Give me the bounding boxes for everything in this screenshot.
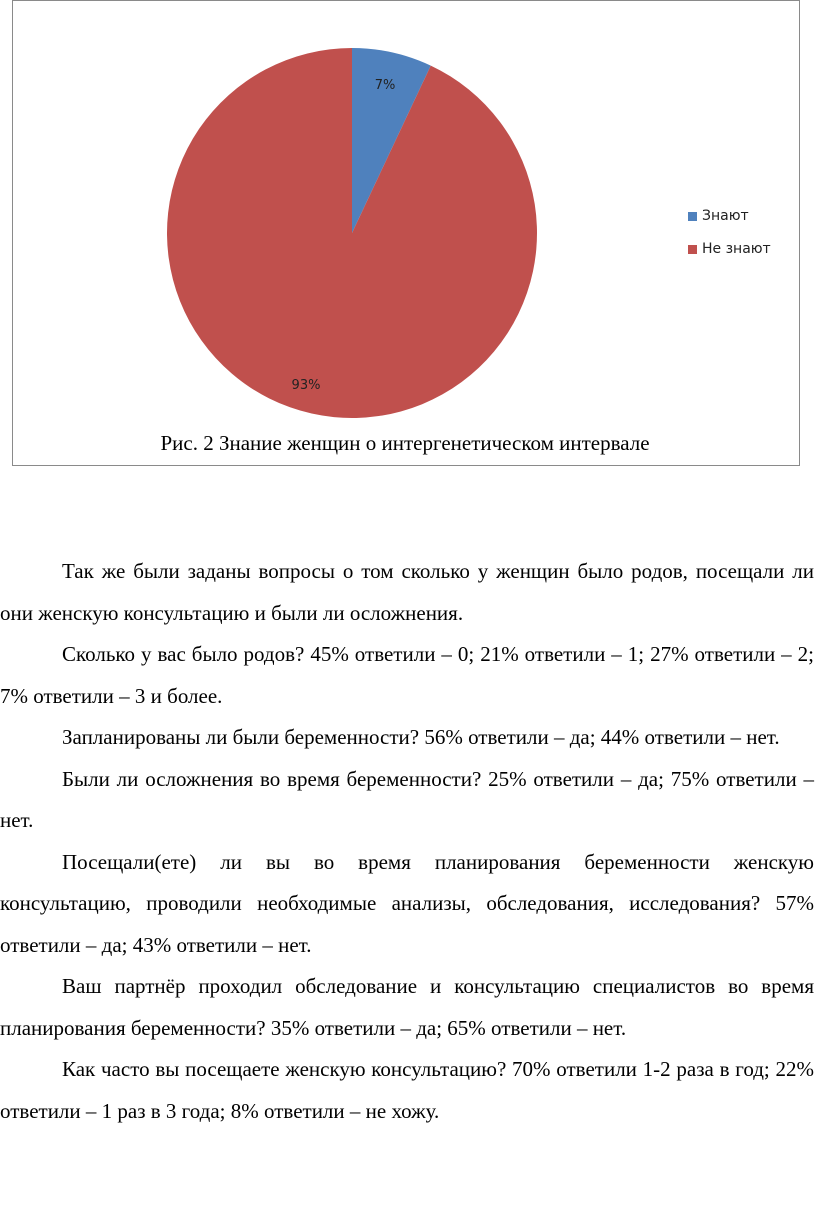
figure-caption-text: Рис. 2 Знание женщин о интергенетическом интервале <box>160 431 650 455</box>
legend-item-not-knows <box>688 239 771 259</box>
paragraph: Так же были заданы вопросы о том сколько у женщин было родов, посещали ли они женскую консультацию и были ли осложнения. <box>0 559 814 625</box>
body-text <box>0 551 814 1132</box>
paragraph: Посещали(ете) ли вы во время планирования беременности женскую консультацию, проводили необходимые анализы, обследования, исследования? 57% ответили – да; 43% ответили – нет. <box>0 849 814 957</box>
legend-label-not-knows: Не знают <box>702 241 771 257</box>
legend-swatch-not-knows <box>688 245 697 254</box>
legend-item-knows <box>688 206 771 226</box>
paragraph: Ваш партнёр проходил обследование и консультацию специалистов во время планирования беременности? 35% ответили – да; 65% ответили – нет. <box>0 974 814 1040</box>
chart-legend <box>688 206 771 272</box>
paragraph: Как часто вы посещаете женскую консультацию? 70% ответили 1-2 раза в год; 22% ответили – 1 раз в 3 года; 8% ответили – не хожу. <box>0 1057 814 1123</box>
pie-slice-not-knows <box>167 48 537 418</box>
pie-label-not-knows: 93% <box>291 378 321 393</box>
legend-label-knows: Знают <box>702 208 749 224</box>
pie-label-knows: 7% <box>374 77 396 93</box>
legend-swatch-knows <box>688 212 697 221</box>
paragraph: Были ли осложнения во время беременности? 25% ответили – да; 75% ответили – нет. <box>0 766 814 832</box>
paragraph: Запланированы ли были беременности? 56% ответили – да; 44% ответили – нет. <box>62 725 780 749</box>
paragraph: Сколько у вас было родов? 45% ответили – 0; 21% ответили – 1; 27% ответили – 2; 7% ответили – 3 и более. <box>0 642 814 708</box>
figure-caption <box>0 431 816 456</box>
